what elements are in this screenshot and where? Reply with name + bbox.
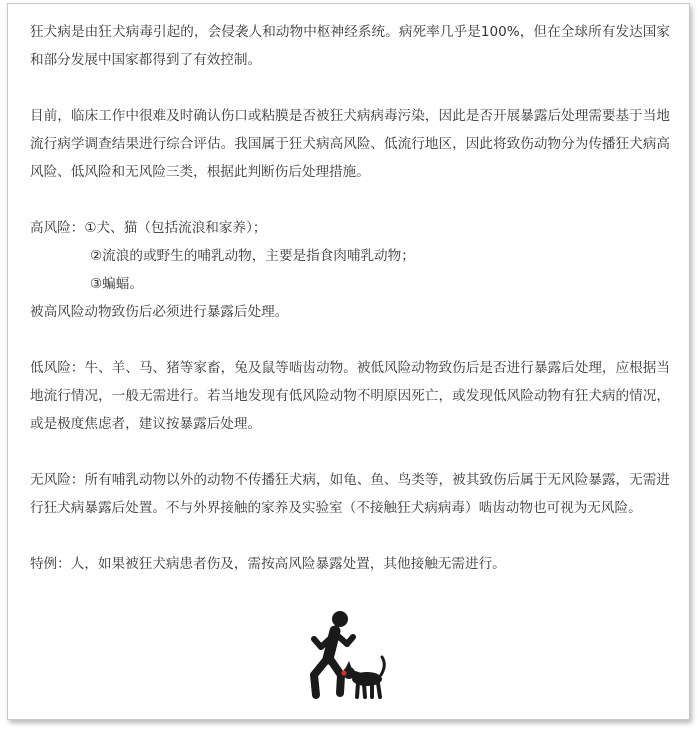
article-body (30, 18, 670, 578)
bite-mark-icon (341, 670, 346, 675)
low-risk-paragraph: 低风险：牛、羊、马、猪等家畜，兔及鼠等啮齿动物。被低风险动物致伤后是否进行暴露后处理，应根据当地流行情况，一般无需进行。若当地发现有低风险动物不明原因死亡，或发现低风险动物有狂犬病的情况，或是极度焦虑者，建议按暴露后处理。 (30, 360, 670, 432)
high-risk-section (30, 214, 670, 326)
dog-bite-svg (303, 609, 389, 701)
dog-biting-icon (343, 657, 384, 697)
no-risk-paragraph: 无风险：所有哺乳动物以外的动物不传播狂犬病，如龟、鱼、鸟类等，被其致伤后属于无风险暴露，无需进行狂犬病暴露后处置。不与外界接触的家养及实验室（不接触狂犬病病毒）啮齿动物也可视为无风险。 (30, 472, 670, 516)
high-risk-line-2: ②流浪的或野生的哺乳动物，主要是指食肉哺乳动物； (90, 248, 415, 264)
intro-paragraph: 狂犬病是由狂犬病毒引起的，会侵袭人和动物中枢神经系统。病死率几乎是100%，但在全球所有发达国家和部分发展中国家都得到了有效控制。 (30, 24, 670, 68)
article-card (7, 3, 690, 720)
high-risk-line-3: ③蝙蝠。 (90, 276, 143, 292)
person-running-icon (314, 611, 353, 695)
high-risk-line-1: 高风险：①犬、猫（包括流浪和家养）； (30, 220, 267, 236)
high-risk-line-4: 被高风险动物致伤后必须进行暴露后处理。 (30, 304, 289, 320)
dog-bite-illustration (303, 609, 389, 701)
assessment-paragraph: 目前，临床工作中很难及时确认伤口或粘膜是否被狂犬病病毒污染，因此是否开展暴露后处理需要基于当地流行病学调查结果进行综合评估。我国属于狂犬病高风险、低流行地区，因此将致伤动物分为传播狂犬病高风险、低风险和无风险三类，根据此判断伤后处理措施。 (30, 108, 670, 180)
special-case-paragraph: 特例：人，如果被狂犬病患者伤及，需按高风险暴露处置，其他接触无需进行。 (30, 556, 506, 572)
